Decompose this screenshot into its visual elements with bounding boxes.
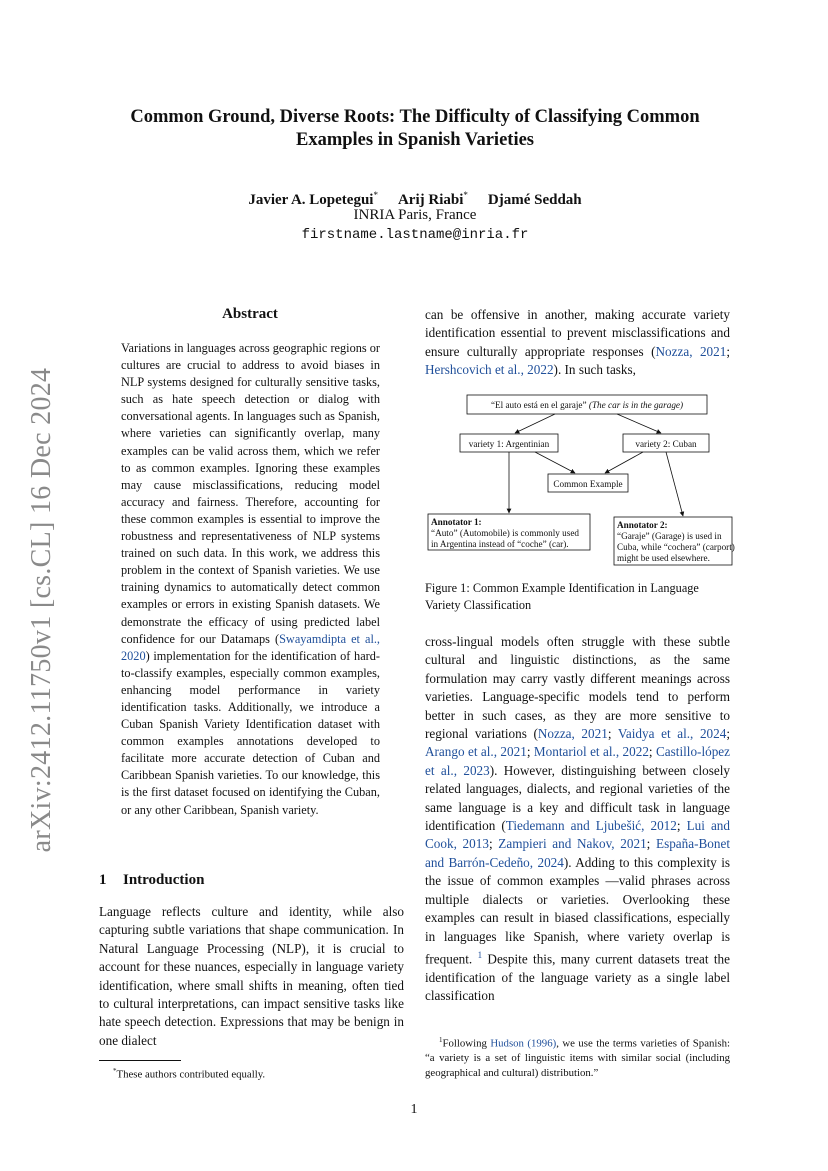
abstract-text: Variations in languages across geographic regions or cultures are crucial to address to avoid biases in NLP systems designed for culturally sensitive tasks, such as hate speech detection or dialog with conversational agents. In languages such as Spanish, where varieties can significantly overlap, many examples can be valid across them, which we refer to as common examples. Ignoring these examples may cause misclassifications, reducing model accuracy and fairness. Therefore, accounting for these common examples is essential to improve the robustness and representativeness of NLP systems trained on such data. In this work, we address this problem in the context of Spanish varieties. We use training dynamics to automatically detect common examples or errors in existing Spanish datasets. We demonstrate the efficacy of using predicted label confidence for our Datamaps (: [121, 341, 380, 646]
citation-link[interactable]: Swayamdipta et al., 2020: [121, 631, 381, 663]
body-text: ). However, distinguishing between closely related languages, dialects, and regional varieties of the same language is a key and difficult task in language identification (: [425, 762, 730, 834]
common-example-label: Common Example: [553, 479, 623, 489]
citation-link[interactable]: Zampieri and Nakov, 2021: [498, 836, 647, 852]
author-name: Arij Riabi: [397, 192, 464, 208]
arxiv-identifier: [22, 360, 62, 860]
annotator-2-line-2: Cuba, while “cochera” (carport): [617, 542, 735, 552]
edge-arrow: [535, 452, 575, 473]
footnote-text: These authors contributed equally.: [116, 1068, 266, 1081]
paper-title-line-2: Examples in Spanish Varieties: [296, 130, 534, 150]
body-text: Despite this, many current datasets treat the identification of the language variety as a single label classification: [425, 951, 730, 1004]
section-heading: [99, 872, 204, 889]
body-text: can be offensive in another, making accurate variety identification essential to prevent misclassifications and ensure culturally appropriate responses (: [425, 307, 730, 359]
annotator-1-line-2: in Argentina instead of “coche” (car).: [431, 539, 569, 549]
annotator-1-line-1: “Auto” (Automobile) is commonly used: [431, 528, 579, 538]
abstract-body: [121, 340, 380, 819]
figure-1-diagram: [425, 392, 735, 572]
footnote-mark: *: [113, 1067, 117, 1075]
citation-link[interactable]: Nozza, 2021: [537, 726, 608, 742]
variety-2-label: variety 2: Cuban: [635, 439, 697, 449]
citation-link[interactable]: Hudson (1996): [490, 1037, 557, 1050]
footnote-divider: [99, 1060, 181, 1061]
citation-link[interactable]: Arango et al., 2021: [425, 744, 527, 760]
figure-caption: Figure 1: Common Example Identification in Language Variety Classification: [425, 581, 699, 612]
author-mark: *: [373, 190, 378, 200]
right-column-body: cross-lingual models often struggle with these subtle cultural and linguistic distinctions, as the same formulation may carry vastly different meanings across varieties. Language-specific models tend to perform better in such cases, as they are more sensitive to regional variations (Nozza, 2021; Vaidya et al., 2024; Arango et al., 2021; Montariol et al., 2022; Castillo-lópez et al., 2023). However, distinguishing between closely related languages, dialects, and regional varieties of the same language is a key and difficult task in language identification (Tiedemann and Ljubešić, 2012; Lui and Cook, 2013; Zampieri and Nakov, 2021; España-Bonet and Barrón-Cedeño, 2024). Adding to this complexity is the issue of common examples —valid phrases across multiple dialects or varieties. Overlooking these examples can result in biased classifications, especially in languages like Spanish, where variety overlap is frequent. $^1$ Despite this, many current datasets treat the identification of the language variety as a single label classification: [425, 634, 730, 1004]
citation-separator: ;: [726, 343, 730, 359]
variety-1-label: variety 1: Argentinian: [468, 439, 550, 449]
citation-link[interactable]: Lui and Cook, 2013: [425, 818, 730, 852]
author-name: Djamé Seddah: [487, 192, 582, 208]
right-column-top-text: [425, 306, 730, 380]
citation-link[interactable]: Tiedemann and Ljubešić, 2012: [505, 818, 677, 834]
footnote-text: Following: [442, 1037, 491, 1050]
edge-arrow: [515, 414, 555, 433]
introduction-body: Language reflects culture and identity, while also capturing subtle variations that shape communication. In Natural Language Processing (NLP), it is crucial to account for these nuances, especially in language variety identification, where small shifts in meaning, often tied to cultural interpretations, can impact sensitive tasks like hate speech detection. Expressions that may be benign in one dialect: [99, 904, 404, 1048]
citation-link[interactable]: Vaidya et al., 2024: [617, 726, 727, 742]
body-text: ). Adding to this complexity is the issue of common examples —valid phrases across multiple dialects or varieties. Overlooking these examples can result in biased classifications, especially in languages like Spanish, where variety overlap is frequent.: [425, 854, 730, 967]
body-text: cross-lingual models often struggle with these subtle cultural and linguistic distinctions, as the same formulation may carry vastly different meanings across varieties. Language-specific models tend to perform better in such cases, as they are more sensitive to regional variations (: [425, 634, 730, 742]
author-email: firstname.lastname@inria.fr: [301, 227, 529, 243]
footnote-varieties-definition: [425, 1033, 730, 1080]
annotator-2-title: Annotator 2:: [617, 520, 668, 530]
edge-arrow: [666, 452, 683, 516]
edge-arrow: [617, 414, 661, 433]
affiliation: INRIA Paris, France: [353, 207, 477, 223]
footnote-reference-link[interactable]: 1: [477, 949, 483, 960]
edge-arrow: [605, 452, 643, 473]
citation-link[interactable]: España-Bonet and Barrón-Cedeño, 2024: [425, 836, 730, 870]
arxiv-identifier-text: arXiv:2412.11750v1 [cs.CL] 16 Dec 2024: [26, 367, 57, 853]
abstract-heading: Abstract: [222, 306, 278, 322]
paper-title: [90, 106, 740, 152]
author-mark: *: [463, 190, 468, 200]
annotator-2-line-3: might be used elsewhere.: [617, 553, 710, 563]
footnote-mark: 1: [439, 1036, 443, 1044]
body-text: ). In such tasks,: [553, 362, 636, 378]
abstract-text: ) implementation for the identification of hard-to-classify examples, especially common examples, enhancing model performance in variety identification tasks. Additionally, we introduce a Cuban Spanish Variety Identification dataset with common examples annotations developed to facilitate more accurate detection of Cuban and Caribbean Spanish varieties. To our knowledge, this is the first dataset focused on identifying the Cuban, or any other Caribbean, Spanish variety.: [121, 648, 380, 817]
sentence-node-label: “El auto está en el garaje” (The car is in the garage): [490, 400, 684, 410]
footnote-text: , we use the terms varieties of Spanish: “a variety is a set of linguistic items with similar social (including geographical and cultural) distribution.”: [425, 1037, 731, 1079]
annotator-1-title: Annotator 1:: [431, 517, 482, 527]
citation-link[interactable]: Castillo-lópez et al., 2023: [425, 744, 730, 778]
diagram-canvas: [425, 392, 735, 572]
citation-link[interactable]: Montariol et al., 2022: [533, 744, 649, 760]
paper-title-line-1: Common Ground, Diverse Roots: The Difficulty of Classifying Common: [130, 107, 700, 127]
footnote-equal-contribution: [99, 1064, 404, 1082]
citation-link[interactable]: Hershcovich et al., 2022: [425, 362, 554, 378]
section-number: 1: [99, 872, 107, 888]
annotator-2-line-1: “Garaje” (Garage) is used in: [617, 531, 722, 541]
citation-link[interactable]: Nozza, 2021: [655, 343, 727, 359]
author-name: Javier A. Lopetegui: [248, 192, 374, 208]
section-title: Introduction: [123, 872, 205, 888]
page-number: 1: [410, 1102, 418, 1117]
